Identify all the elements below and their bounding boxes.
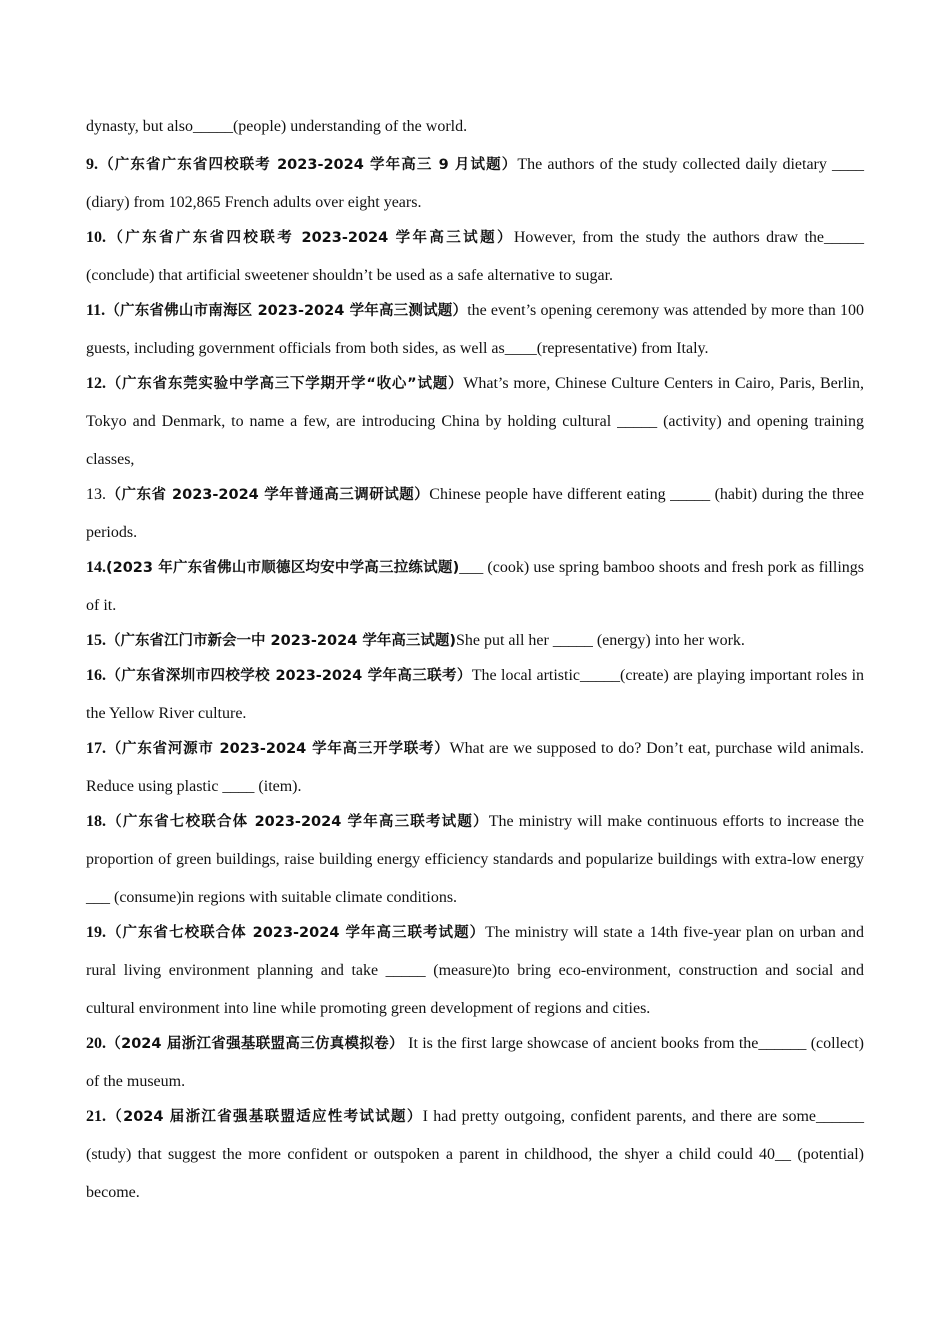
question-15 [86, 622, 864, 660]
question-number: 10. [86, 229, 106, 246]
question-source: （广东省东莞实验中学高三下学期开学“收心”试题） [106, 376, 464, 392]
question-16 [86, 657, 864, 733]
question-text: She put all her _____ (energy) into her work. [455, 632, 745, 649]
question-text: The ministry will make continuous efforts to increase the proportion of green buildings, raise building energy efficiency standards and popularize buildings with extra-low energy ___ (consume)in regions with suitable climate conditions. [86, 813, 864, 906]
question-source: （广东省佛山市南海区 2023-2024 学年高三测试题） [105, 303, 468, 319]
question-number: 21. [86, 1108, 106, 1125]
question-12 [86, 365, 864, 479]
question-number: 12. [86, 375, 106, 392]
question-source: （广东省深圳市四校学校 2023-2024 学年高三联考） [106, 668, 472, 684]
question-source: （广东省广东省四校联考 2023-2024 学年高三 9 月试题） [98, 157, 518, 173]
question-18 [86, 803, 864, 917]
question-20 [86, 1025, 864, 1101]
question-number: 9. [86, 156, 98, 173]
question-text: What are we supposed to do? Don’t eat, purchase wild animals. Reduce using plastic ____ (item). [86, 740, 864, 795]
question-text: I had pretty outgoing, confident parents, and there are some______ (study) that suggest the more confident or outspoken a parent in childhood, the shyer a child could 40__ (potential) become. [86, 1108, 865, 1201]
question-number: 17. [86, 740, 106, 757]
question-number: 19. [86, 924, 106, 941]
question-text: ___ (cook) use spring bamboo shoots and fresh pork as fillings of it. [86, 559, 864, 614]
question-source: （2024 届浙江省强基联盟高三仿真模拟卷） [106, 1036, 404, 1052]
document-page [86, 108, 864, 1209]
question-source: （广东省七校联合体 2023-2024 学年高三联考试题） [106, 814, 489, 830]
question-19 [86, 914, 864, 1028]
question-source: （广东省七校联合体 2023-2024 学年高三联考试题） [106, 925, 486, 941]
question-number: 11. [86, 302, 106, 319]
question-10 [86, 219, 864, 295]
question-17 [86, 730, 864, 806]
question-14 [86, 549, 864, 625]
question-number: 16. [86, 667, 106, 684]
question-source: （广东省江门市新会一中 2023-2024 学年高三试题) [106, 633, 456, 649]
question-number: 20. [86, 1035, 106, 1052]
question-source: (2023 年广东省佛山市顺德区均安中学高三拉练试题) [106, 560, 460, 576]
question-13 [86, 476, 864, 552]
question-number: 14. [86, 559, 106, 576]
question-number: 18. [86, 813, 106, 830]
intro-text: dynasty, but also_____(people) understanding of the world. [86, 118, 468, 135]
question-text: However, from the study the authors draw the_____ (conclude) that artificial sweetener shouldn’t be used as a safe alternative to sugar. [86, 229, 865, 284]
question-source: （广东省广东省四校联考 2023-2024 学年高三试题） [106, 230, 514, 246]
question-text: Chinese people have different eating _____ (habit) during the three periods. [86, 486, 865, 541]
question-source: （广东省 2023-2024 学年普通高三调研试题） [106, 487, 430, 503]
question-number: 15. [86, 632, 106, 649]
question-text: What’s more, Chinese Culture Centers in Cairo, Paris, Berlin, Tokyo and Denmark, to name a few, are introducing China by holding cultural _____ (activity) and opening training classes, [86, 375, 865, 468]
question-9 [86, 146, 864, 222]
question-source: （2024 届浙江省强基联盟适应性考试试题） [106, 1109, 423, 1125]
question-text: The local artistic_____(create) are playing important roles in the Yellow River culture. [86, 667, 865, 722]
question-text: the event’s opening ceremony was attended by more than 100 guests, including government officials from both sides, as well as____(representative) from Italy. [86, 302, 864, 357]
question-number: 13. [86, 486, 106, 503]
question-text: The authors of the study collected daily dietary ____ (diary) from 102,865 French adults over eight years. [86, 156, 864, 211]
question-source: （广东省河源市 2023-2024 学年高三开学联考） [106, 741, 450, 757]
question-text: It is the first large showcase of ancient books from the______ (collect) of the museum. [86, 1035, 864, 1090]
question-21 [86, 1098, 864, 1212]
question-11 [86, 292, 864, 368]
question-text: The ministry will state a 14th five-year plan on urban and rural living environment planning and take _____ (measure)to bring eco-environment, construction and social and cultural environment into line while promoting green development of regions and cities. [86, 924, 865, 1017]
